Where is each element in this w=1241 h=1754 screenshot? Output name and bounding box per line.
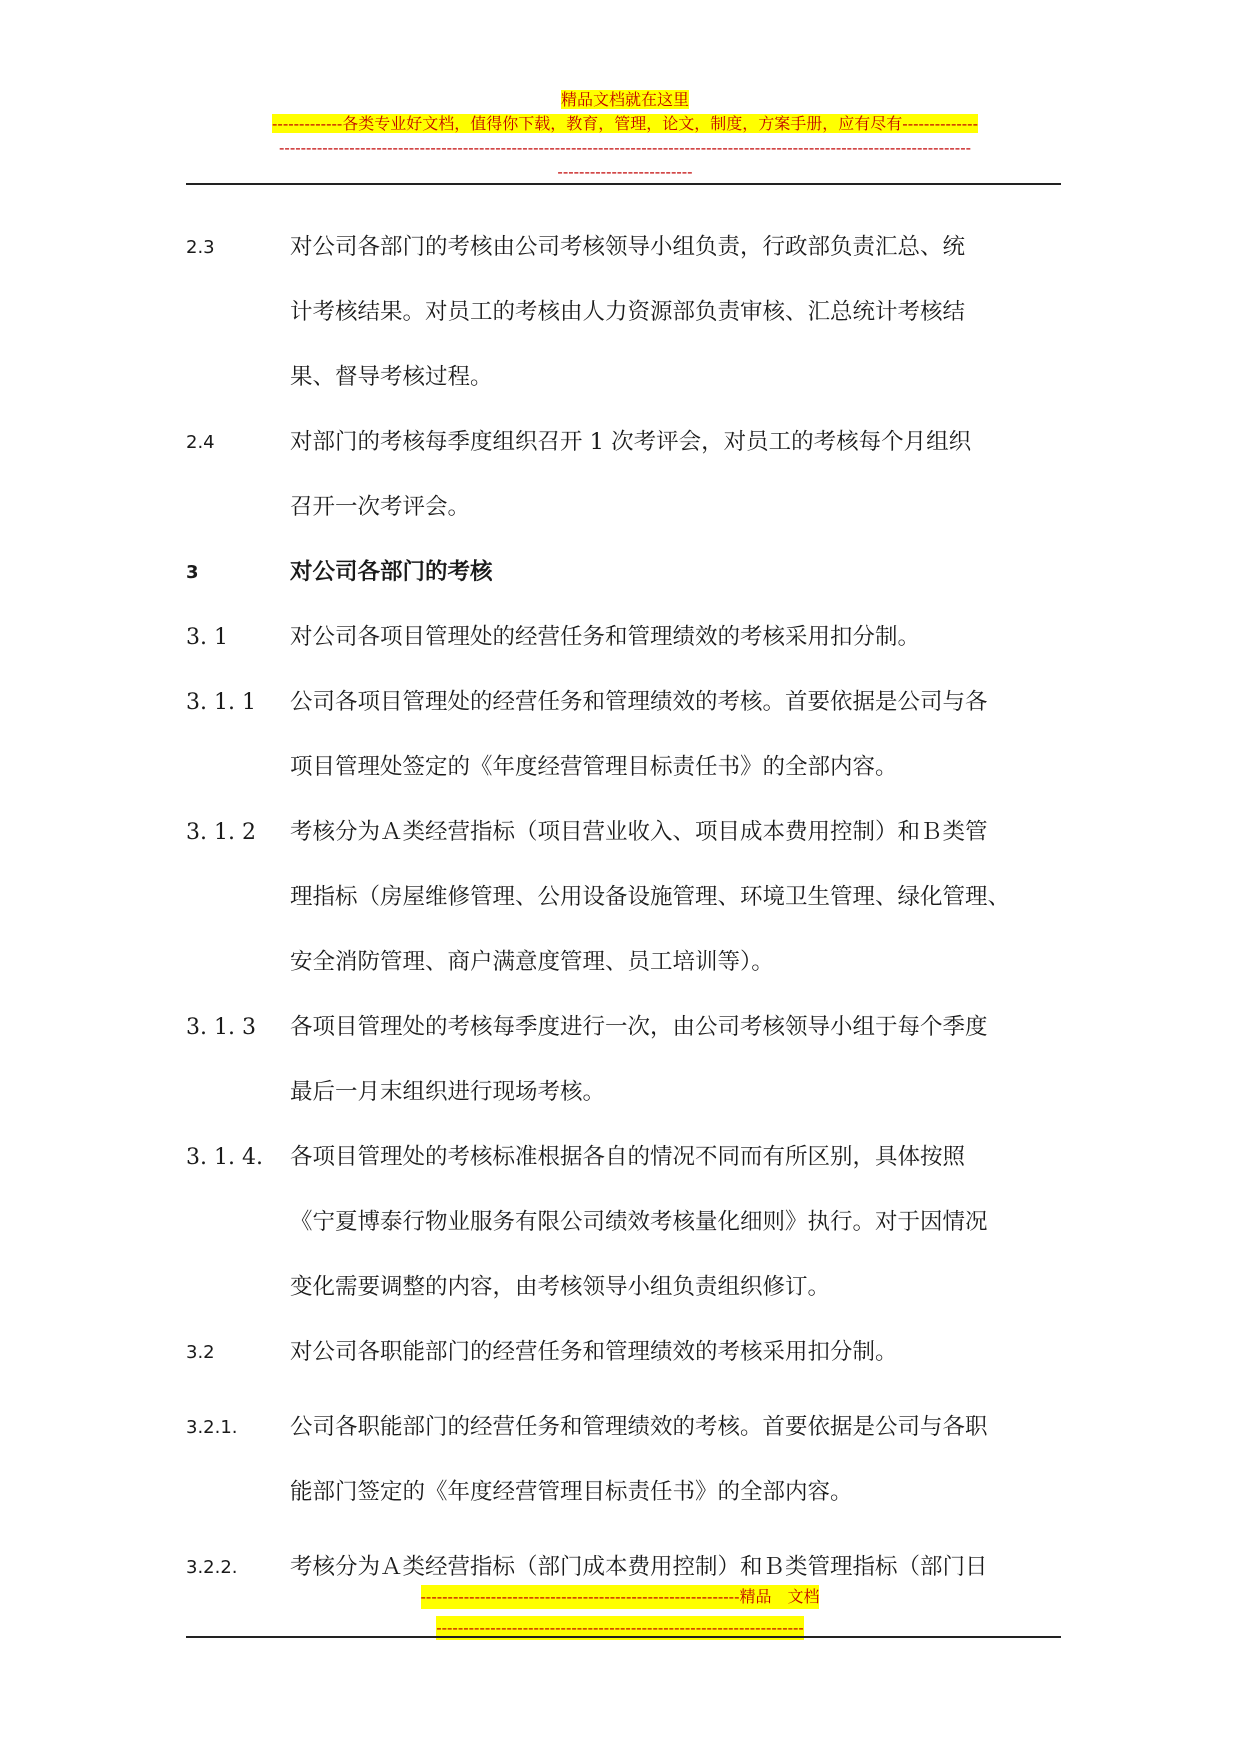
clause-text <box>290 605 1066 670</box>
text-line: 变化需要调整的内容，由考核领导小组负责组织修订。 <box>290 1274 831 1300</box>
clause-3-1 <box>186 605 1066 670</box>
clause-number: 3.2 <box>186 1342 215 1363</box>
clause-number: 3. 1. 2 <box>186 820 256 845</box>
text-line: 各项目管理处的考核每季度进行一次，由公司考核领导小组于每个季度 <box>290 1014 988 1040</box>
text-line: 考核分为Ａ类经营指标（部门成本费用控制）和Ｂ类管理指标（部门日 <box>290 1554 988 1580</box>
section-title <box>290 540 1066 605</box>
text-line: 安全消防管理、商户满意度管理、员工培训等）。 <box>290 949 774 975</box>
clause-3-2-1 <box>186 1395 1066 1525</box>
clause-text <box>290 800 1066 995</box>
clause-text <box>290 995 1066 1125</box>
clause-text <box>290 1320 1066 1385</box>
clause-text <box>290 410 1066 540</box>
text-line: 项目管理处签定的《年度经营管理目标责任书》的全部内容。 <box>290 754 898 780</box>
header-dash-line-short: ------------------------- <box>557 162 693 181</box>
text-line: 各项目管理处的考核标准根据各自的情况不同而有所区别，具体按照 <box>290 1144 966 1170</box>
clause-number: 3.2.1. <box>186 1417 238 1438</box>
clause-text <box>290 215 1066 410</box>
document-body <box>186 215 1066 1600</box>
footer-line: -----------------------------------------------------------精品 文档 <box>421 1585 820 1609</box>
text-line: 理指标（房屋维修管理、公用设备设施管理、环境卫生管理、绿化管理、 <box>290 884 1011 910</box>
clause-number: 2.4 <box>186 432 215 453</box>
text-line: 计考核结果。对员工的考核由人力资源部负责审核、汇总统计考核结 <box>290 299 966 325</box>
clause-text <box>290 1395 1066 1525</box>
clause-text <box>290 1125 1066 1320</box>
text-line: 果、督导考核过程。 <box>290 364 493 390</box>
text-line: 对公司各职能部门的经营任务和管理绩效的考核采用扣分制。 <box>290 1339 898 1365</box>
text-line: 公司各职能部门的经营任务和管理绩效的考核。首要依据是公司与各职 <box>290 1414 988 1440</box>
clause-3-1-2 <box>186 800 1066 995</box>
header-dash-line: -------------------------------------------------------------------------------------------------------------------------------- <box>279 138 971 157</box>
clause-3-1-3 <box>186 995 1066 1125</box>
header-slogan: -------------各类专业好文档，值得你下载，教育，管理，论文，制度，方案手册，应有尽有-------------- <box>272 114 978 133</box>
header-divider <box>186 183 1061 185</box>
text-line: 对部门的考核每季度组织召开 1 次考评会，对员工的考核每个月组织 <box>290 429 972 455</box>
text-line: 对公司各项目管理处的经营任务和管理绩效的考核采用扣分制。 <box>290 624 921 650</box>
clause-text <box>290 670 1066 800</box>
clause-number: 3.2.2. <box>186 1557 238 1578</box>
text-line: 对公司各部门的考核由公司考核领导小组负责，行政部负责汇总、统 <box>290 234 966 260</box>
clause-number: 3. 1 <box>186 625 228 650</box>
clause-number: 3. 1. 1 <box>186 690 256 715</box>
section-number: 3 <box>186 562 199 583</box>
text-line: 考核分为Ａ类经营指标（项目营业收入、项目成本费用控制）和Ｂ类管 <box>290 819 988 845</box>
clause-3-1-4 <box>186 1125 1066 1320</box>
clause-number: 3. 1. 4. <box>186 1145 263 1170</box>
clause-2-3 <box>186 215 1066 410</box>
text-line: 最后一月末组织进行现场考核。 <box>290 1079 606 1105</box>
clause-number: 3. 1. 3 <box>186 1015 256 1040</box>
footer-divider <box>186 1636 1061 1638</box>
clause-2-4 <box>186 410 1066 540</box>
clause-number: 2.3 <box>186 237 215 258</box>
clause-3-2 <box>186 1320 1066 1385</box>
text-line: 能部门签定的《年度经营管理目标责任书》的全部内容。 <box>290 1479 853 1505</box>
text-line: 公司各项目管理处的经营任务和管理绩效的考核。首要依据是公司与各 <box>290 689 988 715</box>
section-3-heading <box>186 540 1066 605</box>
page-header <box>190 88 1060 184</box>
text-line: 《宁夏博泰行物业服务有限公司绩效考核量化细则》执行。对于因情况 <box>290 1209 988 1235</box>
clause-3-1-1 <box>186 670 1066 800</box>
text-line: 召开一次考评会。 <box>290 494 471 520</box>
text-line: 对公司各部门的考核 <box>290 559 493 585</box>
footer-dash-line: -------------------------------------------------------------------- <box>436 1616 804 1640</box>
header-title: 精品文档就在这里 <box>560 90 689 109</box>
